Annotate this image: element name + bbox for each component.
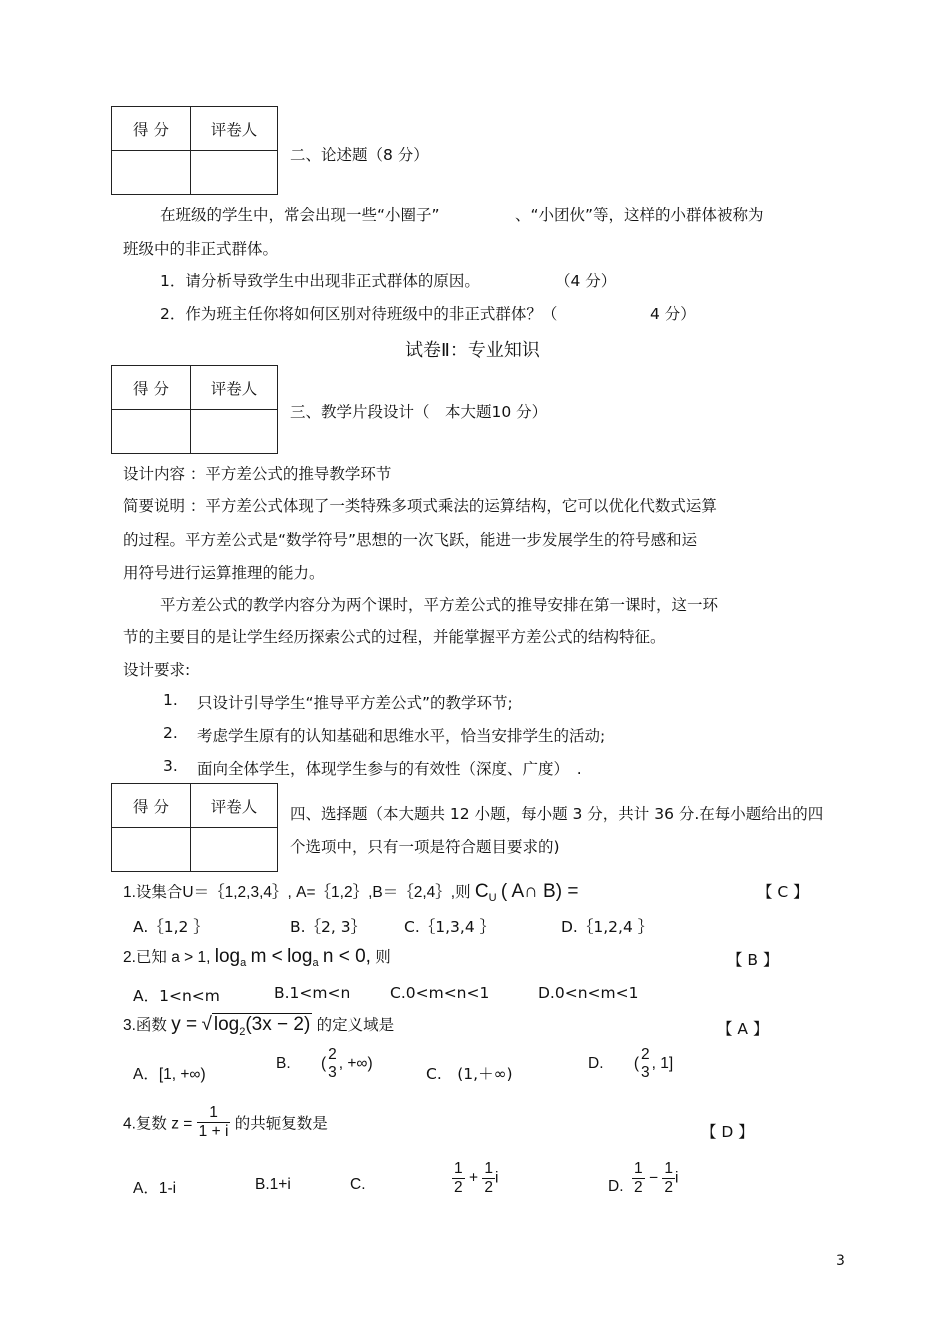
fraction: $\frac{1}{2}$	[484, 1160, 493, 1196]
q3-radicand: $\log_2(3x - 2)$	[213, 1014, 311, 1038]
q2-option-c: C.0<m<n<1	[390, 984, 490, 1002]
q4-option-d-label: D.	[608, 1178, 624, 1195]
sec3-line: 简要说明 ：平方差公式体现了一类特殊多项式乘法的运算结构，它可以优化代数式运算	[123, 497, 717, 515]
score-label: 得 分	[112, 784, 191, 828]
grade-box	[111, 783, 278, 872]
q3-option-c: C. (1,＋∞)	[426, 1065, 513, 1083]
sec2-question-1: 1．请分析导致学生中出现非正式群体的原因。	[160, 272, 480, 290]
section-4-heading-line2: 个选项中，只有一项是符合题目要求的)	[290, 838, 560, 856]
sec3-line: 的过程。平方差公式是“数学符号”思想的一次飞跃，能进一步发展学生的符号感和运	[123, 531, 698, 549]
section-2-heading: 二、论述题（8 分）	[290, 146, 429, 164]
q2-option-a: A．1<n<m	[133, 987, 220, 1005]
fraction: 2 3	[640, 1046, 650, 1081]
q1-stem: 1.设集合U＝｛1,2,3,4｝, A=｛1,2｝,B＝｛2,4｝,则 $C_U$ ( A∩ B) =	[123, 881, 579, 905]
sec3-line: 平方差公式的教学内容分为两个课时，平方差公式的推导安排在第一课时，这一环	[160, 596, 719, 614]
grader-label: 评卷人	[191, 366, 278, 410]
req-item: 只设计引导学生“推导平方差公式”的教学环节;	[197, 694, 513, 712]
q4-answer: 【 D 】	[701, 1123, 754, 1141]
fraction: $\frac{1}{2}$	[634, 1160, 643, 1196]
q2-stem: 2.已知 a > 1, $\log_a m < \log_a n < 0$, 则	[123, 946, 391, 970]
q1-option-d: D.｛1,2,4 ｝	[561, 918, 654, 936]
q2-answer: 【 B 】	[727, 951, 779, 969]
q4-option-c-expr: $\frac{1}{2}$ + $\frac{1}{2}$ i	[454, 1160, 499, 1196]
sec2-question-2: 2．作为班主任你将如何区别对待班级中的非正式群体？（	[160, 305, 558, 323]
grader-cell[interactable]	[191, 410, 278, 454]
sec2-paragraph-line1b: 、“小团伙”等，这样的小群体被称为	[515, 206, 764, 224]
req-number: 3.	[163, 757, 178, 775]
score-cell[interactable]	[112, 151, 191, 195]
sec2-question-2-points: 4 分）	[650, 305, 696, 323]
grader-label: 评卷人	[191, 107, 278, 151]
q3-option-b: B. ( 2 3 , +∞)	[276, 1046, 373, 1081]
q1-option-c: C.｛1,3,4 ｝	[404, 918, 496, 936]
req-number: 1.	[163, 691, 178, 709]
paper-title: 试卷Ⅱ：专业知识	[405, 340, 540, 361]
fraction: $\frac{1}{2}$	[664, 1160, 673, 1196]
sec2-paragraph-line2: 班级中的非正式群体。	[123, 240, 279, 258]
q4-option-a: A．1-i	[133, 1180, 177, 1197]
sec3-line: 节的主要目的是让学生经历探索公式的过程，并能掌握平方差公式的结构特征。	[123, 628, 666, 646]
score-cell[interactable]	[112, 410, 191, 454]
q3-option-d: D. ( 2 3 , 1]	[588, 1046, 674, 1081]
q3-answer: 【 A 】	[717, 1020, 769, 1038]
req-number: 2.	[163, 724, 178, 742]
grade-box	[111, 365, 278, 454]
q1-option-a: A.｛1,2 ｝	[133, 918, 209, 936]
fraction: 2 3	[328, 1046, 337, 1081]
sec2-question-1-points: （4 分）	[555, 272, 617, 290]
q1-answer: 【 C 】	[757, 883, 809, 901]
grader-cell[interactable]	[191, 151, 278, 195]
q2-option-d: D.0<n<m<1	[538, 984, 639, 1002]
grader-cell[interactable]	[191, 828, 278, 872]
req-item: 面向全体学生，体现学生参与的有效性（深度、广度） .	[197, 760, 582, 778]
q2-option-b: B.1<m<n	[274, 984, 351, 1002]
fraction: $\frac{1}{1 + i}$	[198, 1104, 229, 1140]
q4-stem: 4.复数 z = $\frac{1}{1 + i}$ 的共轭复数是	[123, 1104, 328, 1140]
section-3-heading: 三、教学片段设计（ 本大题10 分）	[290, 403, 548, 421]
section-4-heading-line1: 四、选择题（本大题共 12 小题，每小题 3 分，共计 36 分.在每小题给出的四	[290, 805, 824, 823]
q1-option-b: B.｛2, 3｝	[290, 918, 367, 936]
q3-stem: 3.函数 y = √ $\log_2(3x - 2)$ 的定义域是	[123, 1014, 395, 1038]
grader-label: 评卷人	[191, 784, 278, 828]
score-label: 得 分	[112, 107, 191, 151]
sec3-requirements-label: 设计要求:	[123, 661, 191, 679]
q3-option-a: A．[1, +∞)	[133, 1066, 206, 1083]
sqrt-icon: √	[201, 1014, 212, 1035]
score-cell[interactable]	[112, 828, 191, 872]
grade-box	[111, 106, 278, 195]
q4-option-d-expr: $\frac{1}{2}$ − $\frac{1}{2}$ i	[634, 1160, 679, 1196]
score-label: 得 分	[112, 366, 191, 410]
sec3-line: 用符号进行运算推理的能力。	[123, 564, 325, 582]
sec3-line: 设计内容 ：平方差公式的推导教学环节	[123, 465, 392, 483]
q4-option-b: B.1+i	[255, 1176, 291, 1193]
sec2-paragraph-line1a: 在班级的学生中，常会出现一些“小圈子”	[160, 206, 440, 224]
fraction: $\frac{1}{2}$	[454, 1160, 463, 1196]
page-number: 3	[836, 1253, 845, 1269]
req-item: 考虑学生原有的认知基础和思维水平，恰当安排学生的活动;	[197, 727, 606, 745]
q4-option-c-label: C.	[350, 1176, 366, 1193]
